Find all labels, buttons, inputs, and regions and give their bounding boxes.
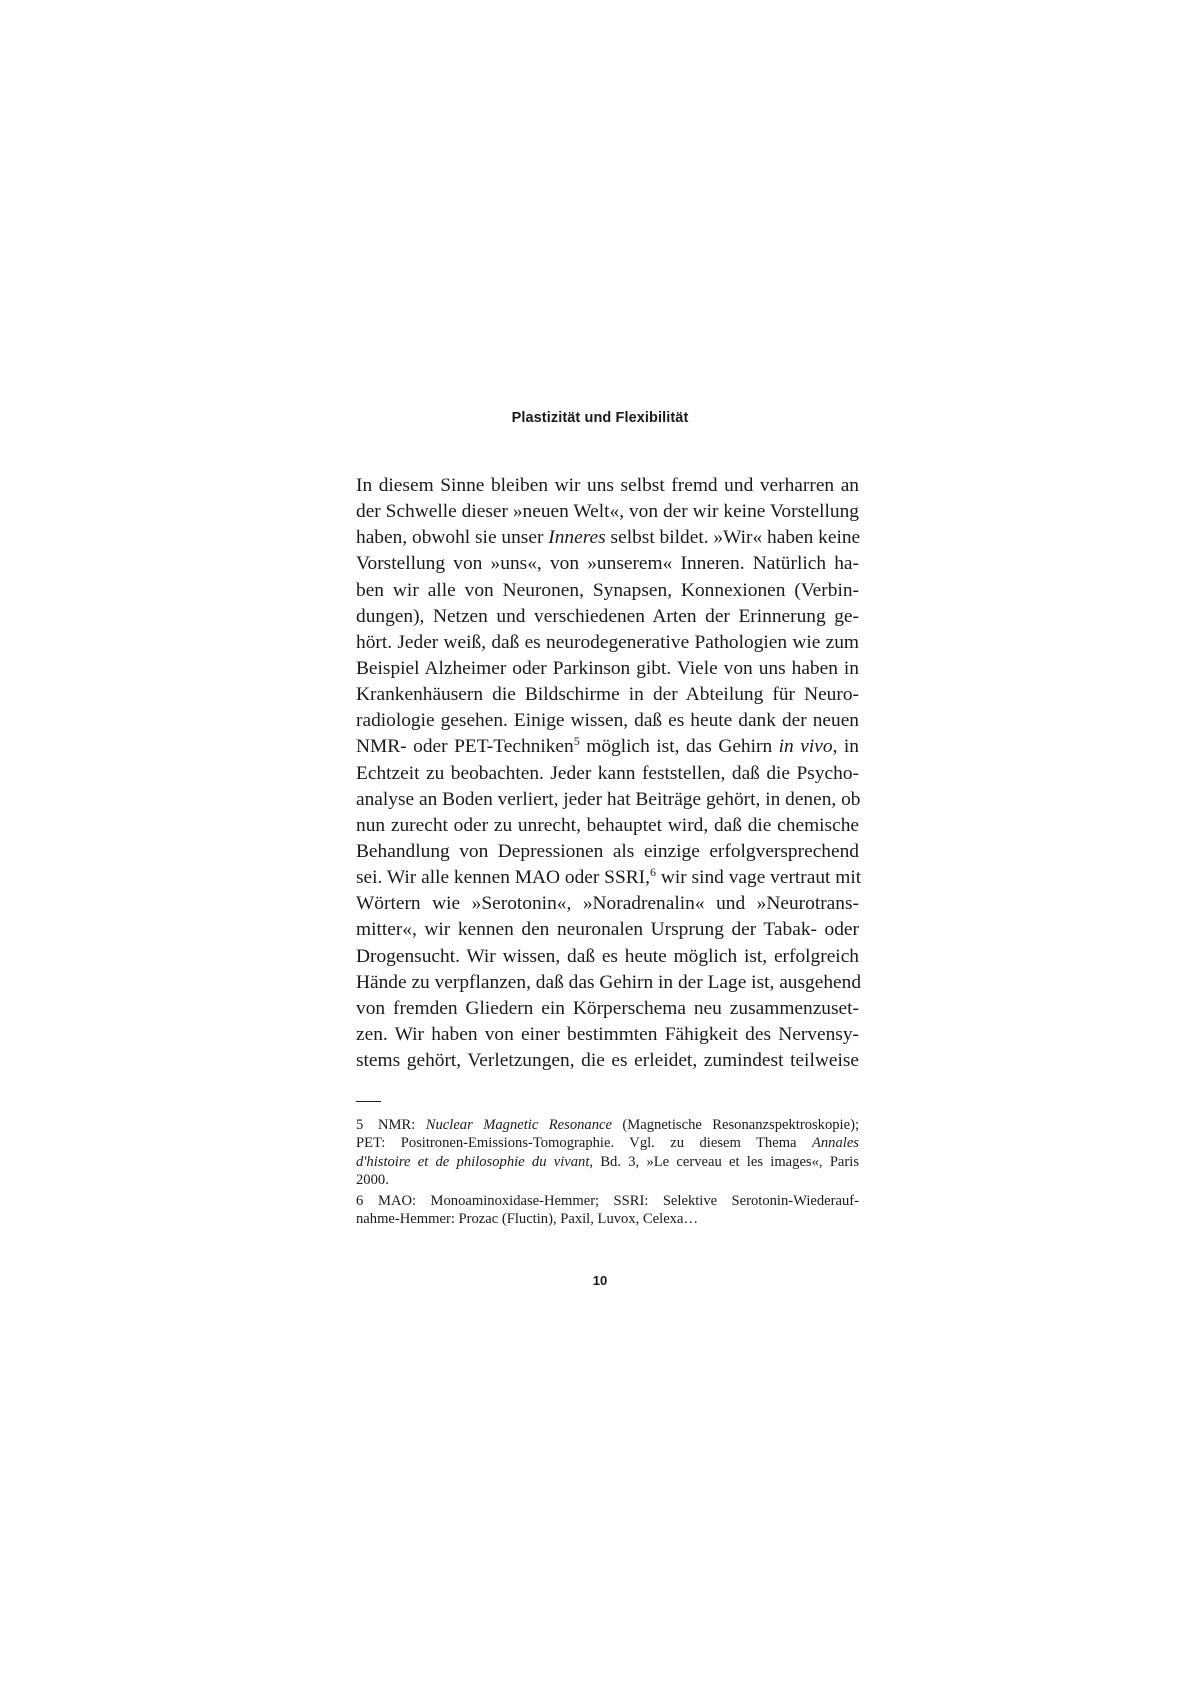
text-line: Echtzeit zu beobachten. Jeder kann feststellen, daß die Psycho- [356, 762, 859, 784]
footnote-number: 5 [356, 1117, 364, 1133]
text-line: stems gehört, Verletzungen, die es erleidet, zumindest teilweise [356, 1050, 859, 1072]
text-line: haben, obwohl sie unser Inneres selbst bildet. »Wir« haben keine [356, 527, 861, 549]
text-line: dungen), Netzen und verschiedenen Arten der Erinnerung ge- [356, 605, 859, 627]
text-line: In diesem Sinne bleiben wir uns selbst fremd und verharren an [356, 475, 859, 496]
running-title: Plastizität und Flexibilität [511, 410, 689, 426]
text-line: von fremden Gliedern ein Körperschema neu zusammenzuset- [356, 997, 859, 1019]
text-line: Beispiel Alzheimer oder Parkinson gibt. Viele von uns haben in [356, 657, 859, 679]
text-line: zen. Wir haben von einer bestimmten Fähigkeit des Nervensy- [356, 1023, 859, 1045]
footnote-6: 6 MAO: Monoaminoxidase-Hemmer; SSRI: Selektive Serotonin-Wiederauf- nahme-Hemmer: Prozac (Fluctin), Paxil, Luvox, Celexa… [356, 1193, 859, 1228]
text-line: mitter«, wir kennen den neuronalen Ursprung der Tabak- oder [356, 919, 859, 941]
footnote-number: 6 [356, 1193, 364, 1210]
text-line: nun zurecht oder zu unrecht, behauptet wird, daß die chemische [356, 814, 859, 836]
text-line: Drogensucht. Wir wissen, daß es heute möglich ist, erfolgreich [356, 945, 859, 967]
text-line: NMR- oder PET-Techniken$^5$ möglich ist, das Gehirn in vivo, in [356, 734, 859, 758]
text-line: sei. Wir alle kennen MAO oder SSRI,$^6$ wir sind vage vertraut mit [356, 865, 862, 889]
text-line: Hände zu verpflanzen, daß das Gehirn in der Lage ist, ausgehend [356, 971, 862, 993]
text-line: Behandlung von Depressionen als einzige erfolgversprechend [356, 840, 859, 862]
body-text [356, 473, 862, 1074]
footnote-ref-5[interactable]: 5 [573, 734, 580, 749]
text-line: Krankenhäusern die Bildschirme in der Abteilung für Neuro- [356, 684, 859, 706]
text-line: ben wir alle von Neuronen, Synapsen, Konnexionen (Verbin- [356, 579, 859, 601]
footnote-ref-6[interactable]: 6 [649, 865, 656, 880]
footnote-5: 5 NMR: Nuclear Magnetic Resonance (Magnetische Resonanzspektroskopie); PET: Positronen-Emissions-Tomographie. Vgl. zu diesem Thema Annales d'histoire et de philosophie du vivant, Bd. 3, »Le cerveau et les images«, Paris 2000. [356, 1117, 860, 1188]
text-line: analyse an Boden verliert, jeder hat Beiträge gehört, in denen, ob [356, 788, 861, 810]
text-line: radiologie gesehen. Einige wissen, daß es heute dank der neuen [356, 710, 859, 732]
emphasis: in vivo [778, 736, 833, 758]
text-line: der Schwelle dieser »neuen Welt«, von der wir keine Vorstellung [356, 501, 859, 523]
text-line: Wörtern wie »Serotonin«, »Noradrenalin« und »Neurotrans- [356, 893, 859, 915]
footnotes [356, 1116, 859, 1232]
emphasis: Inneres [548, 527, 606, 549]
text-line: Vorstellung von »uns«, von »unserem« Inneren. Natürlich ha- [356, 553, 859, 575]
text-line: hört. Jeder weiß, daß es neurodegenerative Pathologien wie zum [356, 631, 859, 653]
footnote-rule [356, 1101, 381, 1102]
page-number: 10 [592, 1273, 608, 1288]
